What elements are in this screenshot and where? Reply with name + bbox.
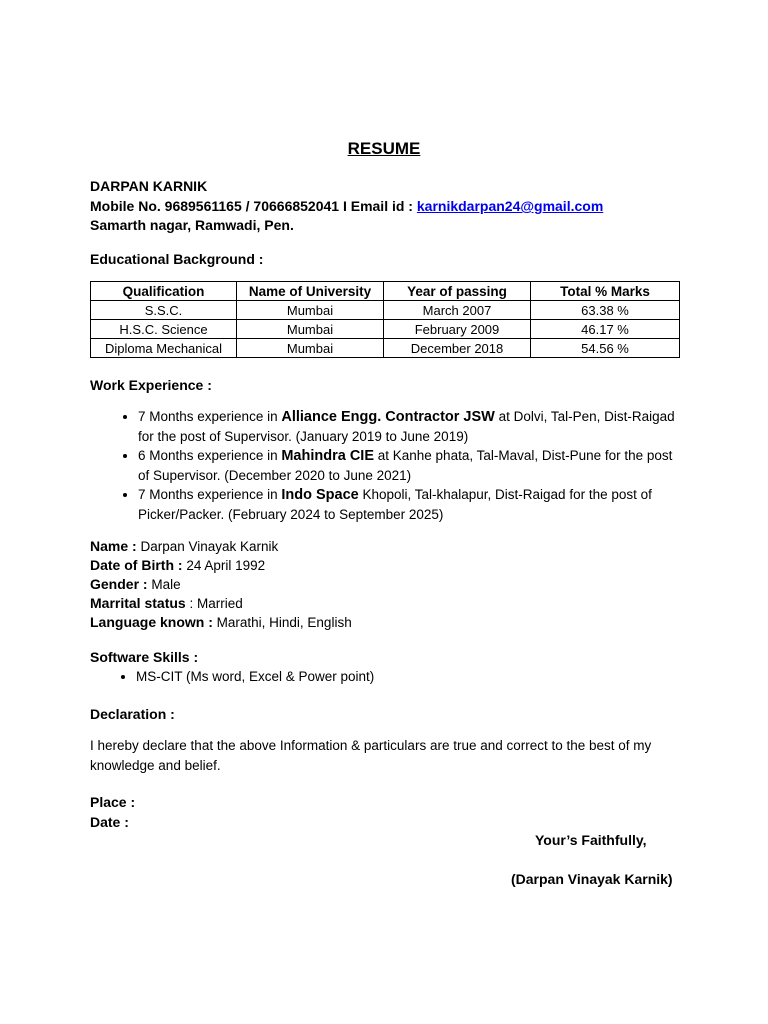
table-cell: 46.17 % [531,320,680,339]
table-cell: H.S.C. Science [91,320,237,339]
field-label: Date of Birth : [90,557,183,573]
column-header: Name of University [237,282,384,301]
address: Samarth nagar, Ramwadi, Pen. [90,217,294,233]
field-label: Name : [90,538,137,554]
field-value: Darpan Vinayak Karnik [136,539,279,554]
personal-gender [90,576,181,592]
field-value: Male [147,577,181,592]
company-name: Alliance Engg. Contractor JSW [281,409,495,425]
field-value: Marathi, Hindi, English [212,615,352,630]
personal-language [90,614,352,630]
skills-heading: Software Skills : [90,649,199,665]
work-text: 7 Months experience in [138,487,282,502]
work-list [112,407,678,524]
table-row [91,339,680,358]
column-header: Qualification [91,282,237,301]
table-cell: 63.38 % [531,301,680,320]
table-cell: March 2007 [384,301,531,320]
table-row [91,301,680,320]
closing-text: Your’s Faithfully, [535,832,647,848]
work-text: at Dolvi, Tal-Pen, Dist-Raigad for the post of Supervisor. (January 2019 to June 2019) [138,409,675,444]
table-cell: 54.56 % [531,339,680,358]
table-cell: Mumbai [237,339,384,358]
table-cell: Diploma Mechanical [91,339,237,358]
personal-marital [90,595,243,611]
education-table [90,281,680,358]
table-header-row [91,282,680,301]
table-cell: December 2018 [384,339,531,358]
field-label: Marrital status [90,595,186,611]
table-cell: February 2009 [384,320,531,339]
field-label: Gender : [90,576,148,592]
place-label: Place : [90,794,136,810]
work-text: Khopoli, Tal-khalapur, Dist-Raigad for the post of Picker/Packer. (February 2024 to September 2025) [138,487,652,522]
table-cell: Mumbai [237,320,384,339]
work-heading: Work Experience : [90,377,212,393]
list-item [138,485,678,524]
field-value: : Married [185,596,243,611]
contact-line [90,198,603,214]
declaration-text: I hereby declare that the above Information & particulars are true and correct to the best of my knowledge and belief. [90,738,652,773]
work-text: 6 Months experience in [138,448,282,463]
declaration-heading: Declaration : [90,706,175,722]
field-value: 24 April 1992 [182,558,266,573]
work-text: 7 Months experience in [138,409,282,424]
personal-dob [90,557,265,573]
field-label: Language known : [90,614,213,630]
education-heading: Educational Background : [90,251,264,267]
table-cell: S.S.C. [91,301,237,320]
table-cell: Mumbai [237,301,384,320]
candidate-name: DARPAN KARNIK [90,178,208,194]
work-text: at Kanhe phata, Tal-Maval, Dist-Pune for the post of Supervisor. (December 2020 to June 2021) [138,448,673,483]
date-label: Date : [90,814,129,830]
column-header: Year of passing [384,282,531,301]
list-item [138,407,678,446]
column-header: Total % Marks [531,282,680,301]
skills-list [112,667,374,686]
list-item: • MS-CIT (Ms word, Excel & Power point) [136,667,374,686]
list-item [138,446,678,485]
table-row [91,320,680,339]
company-name: Indo Space [281,487,359,503]
resume-title: RESUME [347,139,421,158]
personal-name [90,538,278,554]
email-link[interactable]: karnikdarpan24@gmail.com [416,198,604,214]
company-name: Mahindra CIE [281,448,374,464]
mobile-number: Mobile No. 9689561165 / 70666852041 I Email id : [90,198,417,214]
signature-name: (Darpan Vinayak Karnik) [511,871,673,887]
